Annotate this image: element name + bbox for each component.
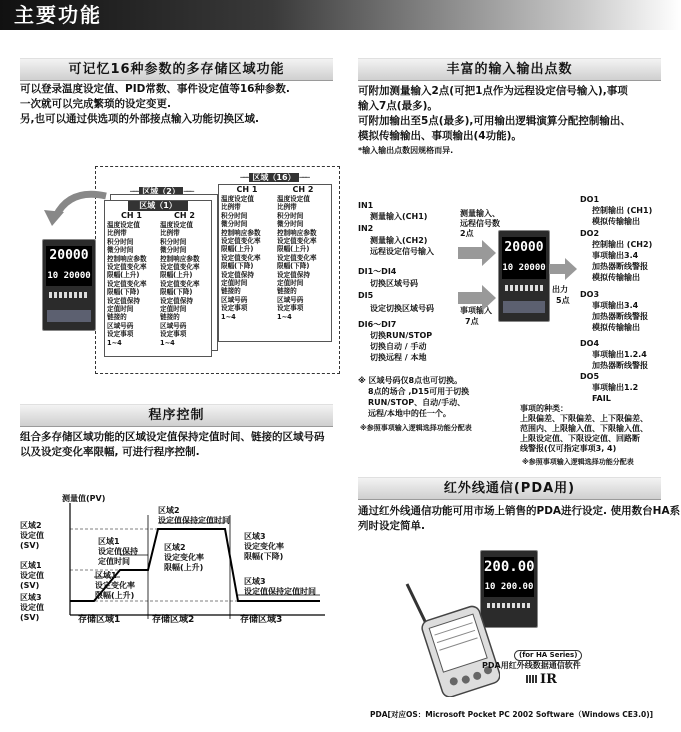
pda-device-icon xyxy=(405,582,500,697)
area2-hold-label-2: 设定值保持定值时间 xyxy=(158,516,230,525)
do4-desc-1: 事项输出1.2.4 xyxy=(592,350,647,359)
do4-desc-2: 加热器断线警报 xyxy=(592,361,648,370)
in2-desc-1: 测量输入(CH2) xyxy=(370,236,428,245)
area3-sv-label-1: 区域3 xyxy=(20,593,42,602)
input-arrow-icon xyxy=(458,238,498,268)
io-lcd-top: 20000 xyxy=(504,240,544,255)
io-led-indicators xyxy=(505,285,543,291)
mid-label-3: 2点 xyxy=(460,229,474,238)
area-2-label: 区域（2） xyxy=(139,187,183,196)
area2-rate-label-2: 设定变化率 xyxy=(164,553,204,562)
sec2-line-1: 可附加测量输入2点(可把1点作为远程设定信号输入),事项 xyxy=(358,85,628,97)
pv-axis-label: 测量值(PV) xyxy=(62,494,106,503)
controller-lcd-top: 20000 xyxy=(49,248,89,263)
in2-desc-2: 远程设定信号输入 xyxy=(370,247,434,256)
storage-area-1: 存储区域1 xyxy=(78,615,121,625)
mid-label-5: 7点 xyxy=(465,317,479,326)
area2-rate-label-3: 限幅(上升) xyxy=(164,563,204,572)
do2-desc-2: 事项输出3.4 xyxy=(592,251,639,260)
do5-label: DO5 xyxy=(580,372,600,381)
area1-rate-label-3: 限幅(上升) xyxy=(95,591,135,600)
event-kinds-5: 线警报(仅可指定事项3, 4) xyxy=(520,444,617,453)
area3-hold-label-2: 设定值保持定值时间 xyxy=(244,587,316,596)
do4-label: DO4 xyxy=(580,339,600,348)
do5-desc-2: FAIL xyxy=(592,394,611,403)
di-note-4: 远程/本地中的任一个。 xyxy=(368,409,451,418)
output-label-1: 出力 xyxy=(552,285,568,294)
section-title-storage: 可记忆16种参数的多存储区域功能 xyxy=(20,58,333,81)
area1-rate-label-2: 设定变化率 xyxy=(95,581,135,590)
area-16-table: CH 1 CH 2 温度设定值 温度设定值 比例带 比例带 积分时间 积分时间 微分时间 微分时间 控制响应参数 控制响应参数 设定值变化率 设定值变化率 限幅(上升) 限幅(上升) 设定值变化率 设定值变化率 限幅(下降) 限幅(下降) 设定值保持 设定值保持 定值时间 定值时间 链接的 链接的 区域号码 区域号码 设定事项 设定事项 1~4 1~4 xyxy=(218,184,332,342)
do1-desc-1: 控制输出 (CH1) xyxy=(592,206,653,215)
sec3-line-2: 以及设定变化率限幅, 可进行程序控制. xyxy=(20,446,200,458)
sec4-line-2: 列时设定简单. xyxy=(358,520,425,532)
section-title-ir: 红外线通信(PDA用) xyxy=(358,477,661,500)
area1-sv-label-2: 设定值 xyxy=(20,571,44,580)
ir-lcd-top: 200.00 xyxy=(484,559,535,575)
in1-label: IN1 xyxy=(358,201,374,210)
area-16-label: 区域（16） xyxy=(249,173,298,182)
event-arrow-icon xyxy=(458,283,498,313)
sec1-line-3: 另,也可以通过供选项的外部接点输入功能切换区域. xyxy=(20,113,259,125)
controller-lcd-bottom: 10 20000 xyxy=(47,271,91,281)
di1-4-desc: 切换区域号码 xyxy=(370,279,418,288)
sec2-line-2: 输入7点(最多)。 xyxy=(358,100,438,112)
io-controller-device xyxy=(498,230,550,322)
ch2-header: CH 2 xyxy=(275,185,331,195)
area1-hold-label-2: 设定值保持 xyxy=(98,547,138,556)
output-arrow-icon xyxy=(549,256,579,282)
di-note-3: RUN/STOP、自动/手动、 xyxy=(368,398,466,407)
area1-sv-label-1: 区域1 xyxy=(20,561,42,570)
area2-rate-label-1: 区域2 xyxy=(164,543,186,552)
sec2-line-3: 可附加输出至5点(最多),可用输出逻辑演算分配控制输出、 xyxy=(358,115,631,127)
area3-hold-label-1: 区域3 xyxy=(244,577,266,586)
area-1-label: 区域（1） xyxy=(128,201,188,211)
mid-label-4: 事项输入 xyxy=(460,306,492,315)
do3-label: DO3 xyxy=(580,290,600,299)
do1-label: DO1 xyxy=(580,195,600,204)
pda-os-footnote: PDA[对应OS：Microsoft Pocket PC 2002 Software（Windows CE3.0)] xyxy=(370,710,654,719)
do2-desc-3: 加热器断线警报 xyxy=(592,262,648,271)
area3-sv-label-2: 设定值 xyxy=(20,603,44,612)
area1-sv-label-3: (SV) xyxy=(20,581,40,590)
area-1-table: 区域（1） CH 1 CH 2 温度设定值 温度设定值 比例带 比例带 积分时间 积分时间 微分时间 微分时间 控制响应参数 控制响应参数 设定值变化率 设定值变化率 限幅(上升) 限幅(上升) 设定值变化率 设定值变化率 限幅(下降) 限幅(下降) 设定值保持 设定值保持 定值时间 定值时间 链接的 链接的 区域号码 区域号码 设定事项 设定事项 1~4 1~4 xyxy=(104,200,212,357)
do2-desc-1: 控制输出 (CH2) xyxy=(592,240,653,249)
di6-7-desc-3: 切换远程 / 本地 xyxy=(370,353,427,362)
page-title: 主要功能 xyxy=(14,3,102,27)
area1-hold-label-3: 定值时间 xyxy=(98,557,130,566)
in1-desc: 测量输入(CH1) xyxy=(370,212,428,221)
sec1-line-1: 可以登录温度设定值、PID常数、事件设定值等16种参数. xyxy=(20,83,290,95)
area3-rate-label-2: 设定变化率 xyxy=(244,542,284,551)
event-kinds-2: 上限偏差、下限偏差、上下限偏差、 xyxy=(520,414,648,423)
sec2-line-4: 模拟传输输出、事项输出(4功能)。 xyxy=(358,130,522,142)
sec2-note: *输入输出点数因规格而异. xyxy=(358,146,454,155)
area2-sv-label-3: (SV) xyxy=(20,541,40,550)
ha-series-badge: (for HA Series) xyxy=(514,650,582,661)
page-header xyxy=(0,0,681,30)
sec1-line-2: 一次就可以完成繁琐的设定变更. xyxy=(20,98,171,110)
do3-desc-2: 加热器断线警报 xyxy=(592,312,648,321)
controller-device xyxy=(42,239,96,331)
output-label-2: 5点 xyxy=(556,296,570,305)
do3-desc-3: 模拟传输输出 xyxy=(592,323,640,332)
ir-logo-waves xyxy=(526,675,538,683)
do1-desc-2: 模拟传输输出 xyxy=(592,217,640,226)
do2-label: DO2 xyxy=(580,229,600,238)
area3-sv-label-3: (SV) xyxy=(20,613,40,622)
io-lcd-bottom: 10 20000 xyxy=(502,263,546,273)
section-title-io: 丰富的输入输出点数 xyxy=(358,58,661,81)
event-kinds-1: 事项的种类： xyxy=(520,404,568,413)
sec3-line-1: 组合多存储区域功能的区域设定值保持定值时间、链接的区域号码 xyxy=(20,431,325,443)
di6-7-desc-2: 切换自动 / 手动 xyxy=(370,342,427,351)
led-indicators xyxy=(49,292,89,298)
di6-7-desc-1: 切换RUN/STOP xyxy=(370,331,433,340)
mid-label-2: 远程信号数 xyxy=(460,219,500,228)
ir-lcd-bottom: 10 200.00 xyxy=(484,582,534,592)
di-note-2: 8点的场合 ,D15可用于切换 xyxy=(368,387,470,396)
area1-rate-label-1: 区域1 xyxy=(95,571,117,580)
in2-label: IN2 xyxy=(358,224,374,233)
mid-label-1: 测量输入、 xyxy=(460,209,500,218)
pda-software-label: PDA用红外线数据通信软件 xyxy=(482,661,581,670)
di1-4-label: DI1～DI4 xyxy=(358,267,397,276)
di5-desc: 设定切换区域号码 xyxy=(370,304,434,313)
event-reference-note: ※参照事项输入逻辑选择功能分配表 xyxy=(522,458,634,466)
do3-desc-1: 事项输出3.4 xyxy=(592,301,639,310)
area1-hold-label-1: 区域1 xyxy=(98,537,120,546)
section-title-program: 程序控制 xyxy=(20,404,333,427)
area3-rate-label-1: 区域3 xyxy=(244,532,266,541)
di-reference-note: ※参照事项输入逻辑选择功能分配表 xyxy=(360,424,472,432)
di-note-1: ※ 区域号码仅8点也可切换。 xyxy=(358,376,463,385)
do5-desc-1: 事项输出1.2 xyxy=(592,383,639,392)
di5-label: DI5 xyxy=(358,291,374,300)
ch1-header: CH 1 xyxy=(219,185,275,195)
key-panel xyxy=(47,310,91,322)
storage-area-2: 存储区域2 xyxy=(152,615,195,625)
event-kinds-4: 上限设定值、下限设定值、回路断 xyxy=(520,434,640,443)
area3-rate-label-3: 限幅(下降) xyxy=(244,552,284,561)
io-key-panel xyxy=(503,301,545,313)
storage-area-3: 存储区域3 xyxy=(240,615,283,625)
area2-hold-label-1: 区域2 xyxy=(158,506,180,515)
do2-desc-4: 模拟传输输出 xyxy=(592,273,640,282)
area2-sv-label-2: 设定值 xyxy=(20,531,44,540)
ir-logo xyxy=(526,672,557,687)
area2-sv-label-1: 区域2 xyxy=(20,521,42,530)
event-kinds-3: 范围内、上限输入值、下限输入值、 xyxy=(520,424,648,433)
di6-7-label: DI6～DI7 xyxy=(358,320,397,329)
sec4-line-1: 通过红外线通信功能可用市场上销售的PDA进行设定. 使用数台HA系 xyxy=(358,505,681,517)
ir-logo-text: IR xyxy=(540,672,557,687)
curved-arrow-icon xyxy=(40,188,110,228)
